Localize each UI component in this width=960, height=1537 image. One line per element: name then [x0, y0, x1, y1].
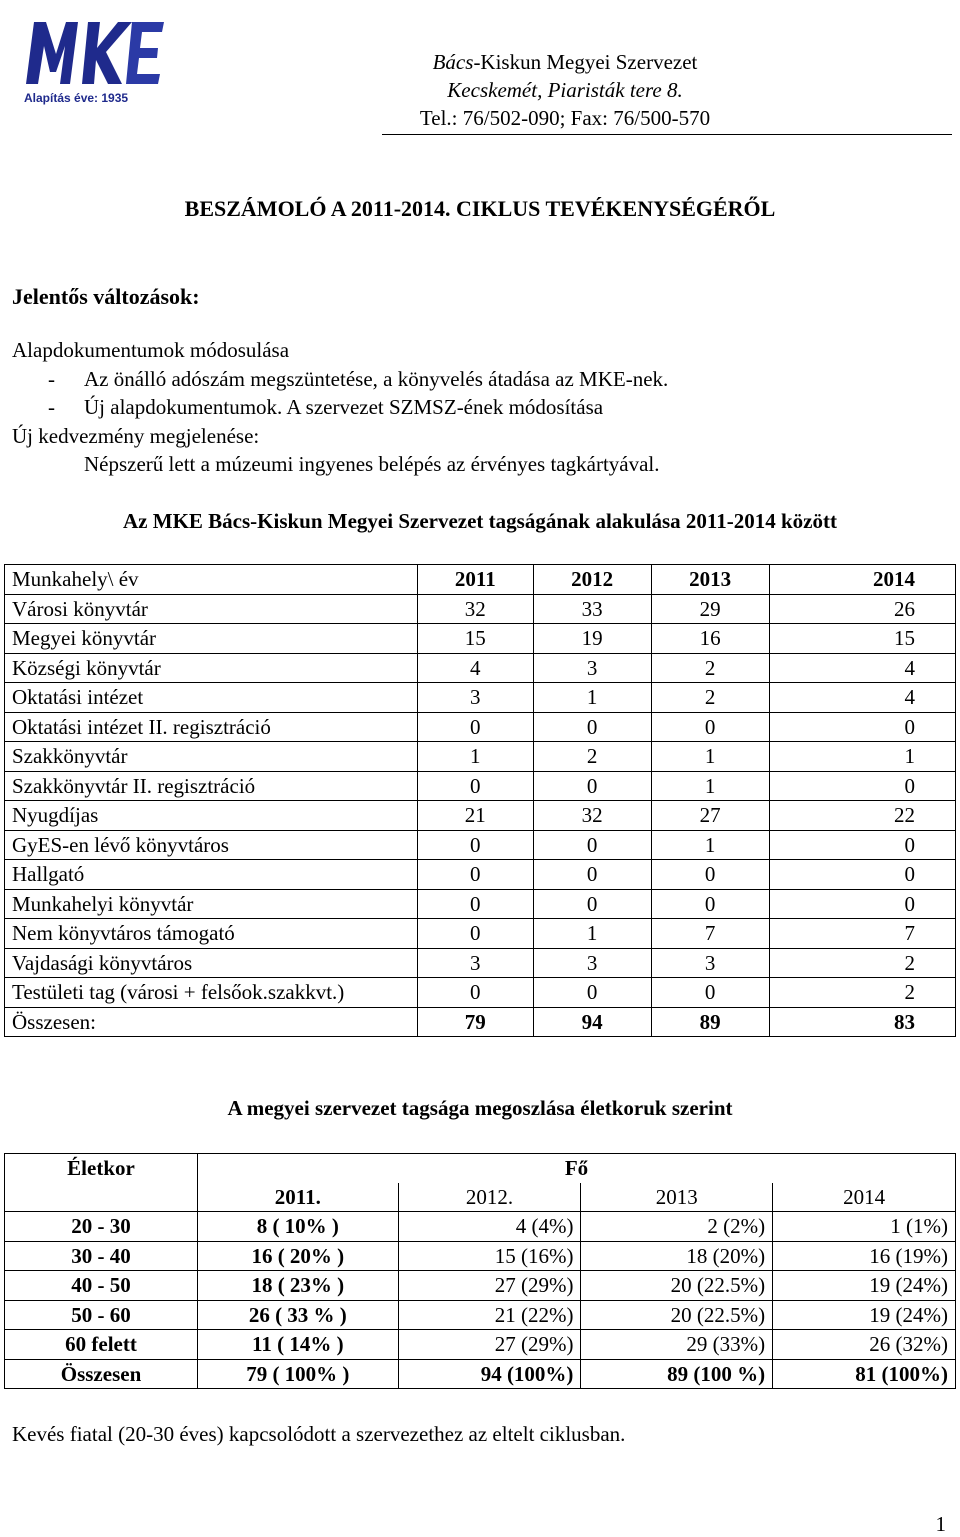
organization-street: Kecskemét, Piaristák tere 8. [447, 78, 683, 102]
table-total-row [5, 1359, 956, 1389]
table-cell: 30 - 40 [5, 1241, 198, 1271]
table-row [5, 801, 956, 831]
table-cell: Megyei könyvtár [5, 624, 418, 654]
table-cell: Testületi tag (városi + felsőok.szakkvt.) [5, 978, 418, 1008]
table-cell: 26 [769, 594, 955, 624]
organization-name: Bács-Kiskun Megyei Szervezet [432, 50, 698, 74]
membership-table [4, 564, 956, 1037]
table-row [5, 919, 956, 949]
table-cell: 0 [418, 771, 534, 801]
table-cell: Hallgató [5, 860, 418, 890]
age-table [4, 1153, 956, 1389]
table-cell: 0 [418, 860, 534, 890]
changes-bullet: - Az önálló adószám megszüntetése, a könyvelés átadása az MKE-nek. [48, 366, 669, 391]
table-cell: 0 [533, 771, 651, 801]
table-cell: Szakkönyvtár II. regisztráció [5, 771, 418, 801]
table-cell: 94 (100%) [398, 1359, 581, 1389]
logo-tagline: Alapítás éve: 1935 [24, 91, 129, 105]
column-header: 2012 [533, 565, 651, 595]
footnote: Kevés fiatal (20-30 éves) kapcsolódott a szervezethez az eltelt ciklusban. [12, 1422, 626, 1446]
table-cell: 15 [418, 624, 534, 654]
table-cell: Városi könyvtár [5, 594, 418, 624]
table-cell: 4 [769, 683, 955, 713]
changes-heading: Jelentős változások: [12, 284, 200, 309]
table-cell: 15 (16%) [398, 1241, 581, 1271]
table-cell: 0 [418, 830, 534, 860]
table-cell: Oktatási intézet [5, 683, 418, 713]
table-row [5, 860, 956, 890]
table-cell: Vajdasági könyvtáros [5, 948, 418, 978]
table-cell: 0 [769, 771, 955, 801]
table-cell: 4 [418, 653, 534, 683]
table-row [5, 683, 956, 713]
header-divider [382, 134, 952, 135]
table-row [5, 1330, 956, 1360]
table-cell: 2 [533, 742, 651, 772]
table-cell: 50 - 60 [5, 1300, 198, 1330]
column-header: 2014 [773, 1183, 956, 1212]
table-row [5, 712, 956, 742]
table-cell: 29 [651, 594, 769, 624]
table-row [5, 1241, 956, 1271]
table-cell: 32 [418, 594, 534, 624]
column-header: 2013 [581, 1183, 773, 1212]
table-row [5, 889, 956, 919]
table-cell: 1 [651, 742, 769, 772]
table-cell: 81 (100%) [773, 1359, 956, 1389]
table-cell: 0 [769, 889, 955, 919]
table-cell: Összesen [5, 1359, 198, 1389]
age-table-title: A megyei szervezet tagsága megoszlása életkoruk szerint [227, 1096, 733, 1120]
table-cell: 19 [533, 624, 651, 654]
table-cell: 89 [651, 1007, 769, 1037]
table-cell: 1 [418, 742, 534, 772]
table-cell: 3 [533, 948, 651, 978]
mke-logo [22, 14, 167, 106]
table-cell: Munkahelyi könyvtár [5, 889, 418, 919]
table-row [5, 594, 956, 624]
table-cell: Községi könyvtár [5, 653, 418, 683]
table-cell: 33 [533, 594, 651, 624]
table-cell: 0 [651, 889, 769, 919]
table-cell: 0 [769, 830, 955, 860]
table-row [5, 653, 956, 683]
table-cell: 2 [651, 653, 769, 683]
table-cell: 1 [651, 830, 769, 860]
table-cell: 27 (29%) [398, 1271, 581, 1301]
table-cell: 19 (24%) [773, 1271, 956, 1301]
report-title: BESZÁMOLÓ A 2011-2014. CIKLUS TEVÉKENYSÉGÉRŐL [184, 196, 776, 221]
membership-table-title: Az MKE Bács-Kiskun Megyei Szervezet tagságának alakulása 2011-2014 között [123, 509, 837, 533]
table-cell: 0 [418, 712, 534, 742]
table-cell: 0 [533, 978, 651, 1008]
table-cell: 1 [651, 771, 769, 801]
table-cell: 18 (20%) [581, 1241, 773, 1271]
page-number: 1 [935, 1512, 946, 1536]
table-cell: 16 ( 20% ) [198, 1241, 399, 1271]
table-cell: Összesen: [5, 1007, 418, 1037]
table-cell: 22 [769, 801, 955, 831]
table-header-row [5, 565, 956, 595]
changes-line: Új kedvezmény megjelenése: [12, 423, 260, 448]
table-cell: 29 (33%) [581, 1330, 773, 1360]
column-header: Fő [198, 1154, 956, 1183]
table-cell: 83 [769, 1007, 955, 1037]
table-row [5, 1212, 956, 1242]
table-cell: 0 [651, 860, 769, 890]
table-cell: 2 [651, 683, 769, 713]
table-row [5, 742, 956, 772]
table-cell: 4 (4%) [398, 1212, 581, 1242]
table-cell: 79 [418, 1007, 534, 1037]
table-cell: 1 (1%) [773, 1212, 956, 1242]
table-cell: 11 ( 14% ) [198, 1330, 399, 1360]
table-cell: 3 [418, 683, 534, 713]
table-cell: GyES-en lévő könyvtáros [5, 830, 418, 860]
column-header: 2014 [769, 565, 955, 595]
table-cell: 40 - 50 [5, 1271, 198, 1301]
column-header: 2011. [198, 1183, 399, 1212]
mke-logo-graphic [22, 14, 167, 106]
table-cell: 79 ( 100% ) [198, 1359, 399, 1389]
column-header: 2011 [418, 565, 534, 595]
table-cell: 0 [418, 919, 534, 949]
table-cell: 1 [769, 742, 955, 772]
table-cell: 94 [533, 1007, 651, 1037]
table-cell: 20 (22.5%) [581, 1271, 773, 1301]
table-cell: 8 ( 10% ) [198, 1212, 399, 1242]
table-cell: 0 [418, 978, 534, 1008]
organization-phone-fax: Tel.: 76/502-090; Fax: 76/500-570 [419, 106, 711, 130]
table-cell: 32 [533, 801, 651, 831]
table-cell: 0 [418, 889, 534, 919]
table-cell: Nem könyvtáros támogató [5, 919, 418, 949]
table-cell: 2 [769, 948, 955, 978]
table-cell: 2 [769, 978, 955, 1008]
table-cell: 0 [533, 860, 651, 890]
table-row [5, 771, 956, 801]
table-total-row [5, 1007, 956, 1037]
table-cell: 27 (29%) [398, 1330, 581, 1360]
column-header: Életkor [5, 1154, 198, 1212]
table-cell: 60 felett [5, 1330, 198, 1360]
changes-line: Népszerű lett a múzeumi ingyenes belépés az érvényes tagkártyával. [84, 452, 660, 476]
table-row [5, 978, 956, 1008]
table-cell: 21 (22%) [398, 1300, 581, 1330]
table-cell: 18 ( 23% ) [198, 1271, 399, 1301]
table-cell: 4 [769, 653, 955, 683]
table-row [5, 624, 956, 654]
table-cell: 1 [533, 919, 651, 949]
table-cell: Oktatási intézet II. regisztráció [5, 712, 418, 742]
table-cell: 0 [769, 860, 955, 890]
table-cell: 3 [533, 653, 651, 683]
table-cell: 0 [769, 712, 955, 742]
table-cell: 2 (2%) [581, 1212, 773, 1242]
table-cell: 7 [651, 919, 769, 949]
table-cell: Nyugdíjas [5, 801, 418, 831]
table-cell: 20 - 30 [5, 1212, 198, 1242]
changes-body [12, 336, 668, 479]
table-cell: 3 [418, 948, 534, 978]
table-cell: 15 [769, 624, 955, 654]
column-header: 2013 [651, 565, 769, 595]
table-cell: 1 [533, 683, 651, 713]
table-cell: 21 [418, 801, 534, 831]
table-cell: 19 (24%) [773, 1300, 956, 1330]
table-cell: 0 [651, 978, 769, 1008]
table-cell: Szakkönyvtár [5, 742, 418, 772]
changes-bullet: - Új alapdokumentumok. A szervezet SZMSZ-ének módosítása [48, 395, 604, 419]
table-cell: 20 (22.5%) [581, 1300, 773, 1330]
organization-address [380, 48, 750, 132]
table-cell: 0 [533, 889, 651, 919]
table-cell: 26 ( 33 % ) [198, 1300, 399, 1330]
column-header: Munkahely\ év [5, 565, 418, 595]
table-header-row [5, 1154, 956, 1183]
table-cell: 16 (19%) [773, 1241, 956, 1271]
table-row [5, 1271, 956, 1301]
table-cell: 0 [533, 712, 651, 742]
table-row [5, 830, 956, 860]
table-cell: 16 [651, 624, 769, 654]
table-cell: 3 [651, 948, 769, 978]
column-header: 2012. [398, 1183, 581, 1212]
table-row [5, 1300, 956, 1330]
table-cell: 26 (32%) [773, 1330, 956, 1360]
table-cell: 89 (100 %) [581, 1359, 773, 1389]
table-cell: 0 [651, 712, 769, 742]
changes-line: Alapdokumentumok módosulása [12, 338, 290, 362]
table-cell: 0 [533, 830, 651, 860]
table-row [5, 948, 956, 978]
table-cell: 7 [769, 919, 955, 949]
table-cell: 27 [651, 801, 769, 831]
